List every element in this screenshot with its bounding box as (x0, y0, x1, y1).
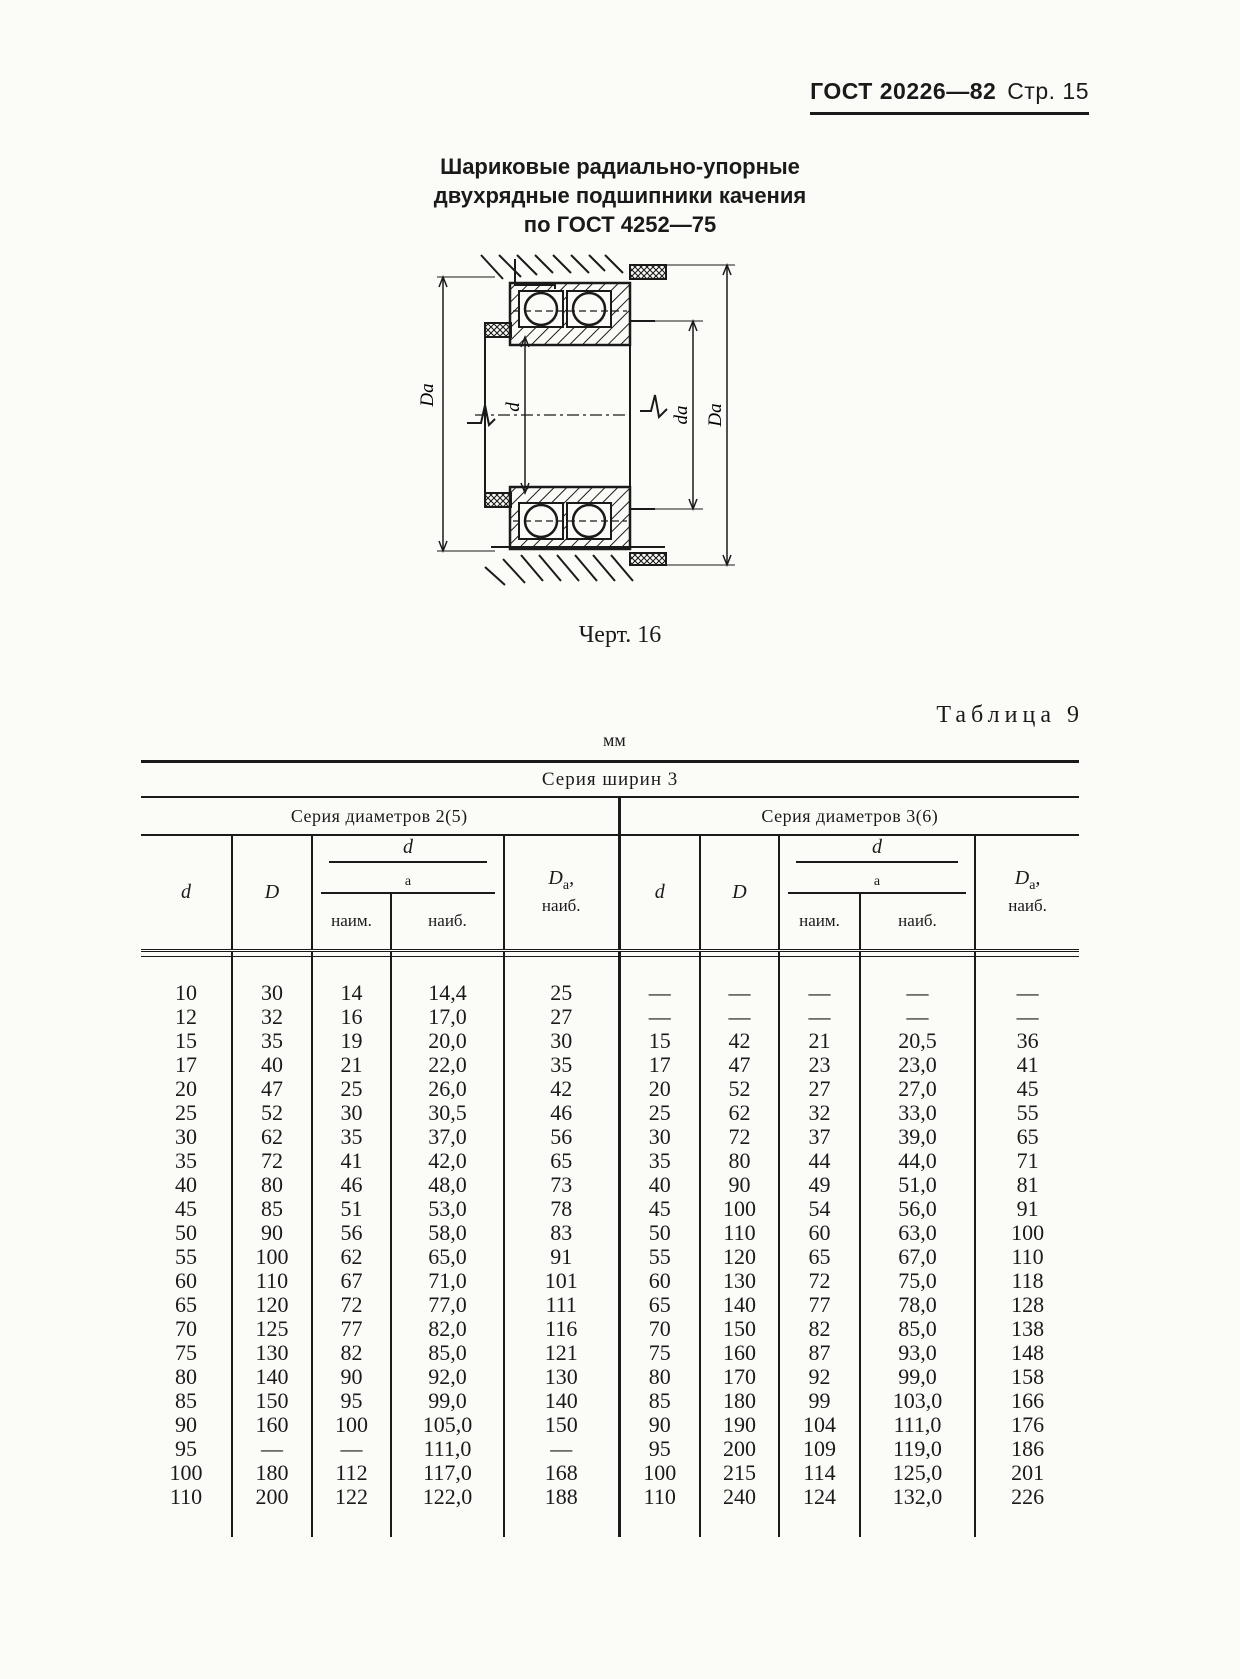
cell-right-Da: 36 (1016, 1027, 1039, 1053)
cell-right-d: 25 (619, 1101, 700, 1125)
cell-left-da-min: 56 (312, 1221, 391, 1245)
cell-left-da-max: 26,0 (391, 1077, 504, 1101)
cell-right-D: 80 (700, 1149, 779, 1173)
cell-left-D: 110 (232, 1269, 312, 1293)
cell-left-D: 90 (232, 1221, 312, 1245)
cell-left-d: 75 (141, 1341, 232, 1365)
page-header (810, 78, 1089, 115)
cell-right-da-max: 44,0 (860, 1149, 975, 1173)
cell-left-d: 45 (141, 1197, 232, 1221)
cell-left-D: 72 (232, 1149, 312, 1173)
table-row (141, 1077, 1079, 1101)
cell-left-D: 62 (232, 1125, 312, 1149)
cell-left-D: 140 (232, 1365, 312, 1389)
cell-right-da-max: — (860, 981, 975, 1005)
cell-right-Da: — (1016, 1003, 1039, 1029)
cell-right-da-min: 114 (779, 1461, 860, 1485)
cell-right-da-min: 87 (779, 1341, 860, 1365)
col-da-right-label: d (796, 836, 958, 863)
table-row (141, 1269, 1079, 1293)
cell-right-d: 100 (619, 1461, 700, 1485)
cell-left-da-min: 122 (312, 1485, 391, 1509)
cell-right-da-min: 104 (779, 1413, 860, 1437)
table-row (141, 1341, 1079, 1365)
cell-right-da-max: 56,0 (860, 1197, 975, 1221)
cell-right-Da: 128 (1011, 1291, 1045, 1317)
cell-right-da-min: 65 (779, 1245, 860, 1269)
cell-left-d: 110 (141, 1485, 232, 1509)
cell-left-da-min: 62 (312, 1245, 391, 1269)
cell-left-Da: 73 (504, 1173, 619, 1197)
cell-right-Da: 118 (1011, 1267, 1044, 1293)
col-da-right-sub: a (873, 874, 881, 889)
cell-right-da-min: 49 (779, 1173, 860, 1197)
bearing-drawing (417, 255, 775, 585)
cell-right-d: 45 (619, 1197, 700, 1221)
cell-left-D: 47 (232, 1077, 312, 1101)
cell-left-D: 160 (232, 1413, 312, 1437)
cell-left-da-min: 35 (312, 1125, 391, 1149)
cell-right-Da: 148 (1011, 1339, 1045, 1365)
cell-left-da-max: 77,0 (391, 1293, 504, 1317)
cell-left-Da: 168 (504, 1461, 619, 1485)
bearing-section (510, 283, 630, 549)
table-row (141, 1461, 1079, 1485)
title-line-3: по ГОСТ 4252—75 (523, 212, 717, 237)
cell-right-da-max: — (860, 1005, 975, 1029)
cell-right-d: 30 (619, 1125, 700, 1149)
table-row (141, 1197, 1079, 1221)
cell-right-D: 200 (700, 1437, 779, 1461)
cell-right-D: 42 (700, 1029, 779, 1053)
col-Da-right-comma: , (1035, 867, 1041, 890)
cell-right-da-min: 82 (779, 1317, 860, 1341)
cell-right-da-max: 111,0 (860, 1413, 975, 1437)
cell-left-da-max: 42,0 (391, 1149, 504, 1173)
cell-right-da-max: 93,0 (860, 1341, 975, 1365)
table-row (141, 1101, 1079, 1125)
cell-left-d: 15 (141, 1029, 232, 1053)
cell-left-da-min: 21 (312, 1053, 391, 1077)
cell-right-Da: 226 (1011, 1483, 1045, 1509)
cell-right-da-max: 23,0 (860, 1053, 975, 1077)
cell-right-Da: 81 (1016, 1171, 1039, 1197)
cell-left-d: 30 (141, 1125, 232, 1149)
cell-left-da-min: 51 (312, 1197, 391, 1221)
cell-left-Da: 56 (504, 1125, 619, 1149)
cell-left-D: 180 (232, 1461, 312, 1485)
cell-right-D: 72 (700, 1125, 779, 1149)
cell-right-da-min: 44 (779, 1149, 860, 1173)
label-Da-right: Da (705, 403, 726, 427)
table-label: Таблица 9 (936, 702, 1084, 728)
cell-left-Da: 35 (504, 1053, 619, 1077)
col-d-left (141, 835, 232, 950)
cell-right-D: 62 (700, 1101, 779, 1125)
cell-right-D: — (700, 1005, 779, 1029)
cell-right-da-min: 92 (779, 1365, 860, 1389)
cell-right-da-min: — (779, 981, 860, 1005)
cell-left-Da: — (504, 1437, 619, 1461)
cell-right-Da: 110 (1011, 1243, 1044, 1269)
cell-right-d: 70 (619, 1317, 700, 1341)
col-D-left (232, 835, 312, 950)
cell-right-da-max: 51,0 (860, 1173, 975, 1197)
cell-left-da-min: 72 (312, 1293, 391, 1317)
cell-left-da-min: 25 (312, 1077, 391, 1101)
cell-left-D: 32 (232, 1005, 312, 1029)
label-da: da (671, 405, 692, 425)
cell-left-D: 35 (232, 1029, 312, 1053)
cell-right-D: 190 (700, 1413, 779, 1437)
table-row (141, 1221, 1079, 1245)
cell-right-da-max: 20,5 (860, 1029, 975, 1053)
cell-right-da-min: 124 (779, 1485, 860, 1509)
cell-left-da-min: 67 (312, 1269, 391, 1293)
cell-right-da-min: 21 (779, 1029, 860, 1053)
col-d-left-label: d (181, 880, 191, 903)
cell-left-D: 130 (232, 1341, 312, 1365)
cell-left-Da: 188 (504, 1485, 619, 1509)
cell-right-d: 15 (619, 1029, 700, 1053)
cell-left-da-min: 41 (312, 1149, 391, 1173)
cell-left-da-min: 90 (312, 1365, 391, 1389)
col-da-left-label: d (329, 836, 487, 863)
bearing-dimension-table (141, 760, 1079, 1537)
cell-right-D: 160 (700, 1341, 779, 1365)
cell-left-da-max: 105,0 (391, 1413, 504, 1437)
cell-left-d: 60 (141, 1269, 232, 1293)
cell-left-Da: 116 (504, 1317, 619, 1341)
col-D-left-label: D (264, 880, 280, 903)
cell-left-Da: 27 (504, 1005, 619, 1029)
cell-left-Da: 121 (504, 1341, 619, 1365)
cell-right-Da: 91 (1016, 1195, 1039, 1221)
cell-left-Da: 140 (504, 1389, 619, 1413)
cell-right-Da: 138 (1011, 1315, 1045, 1341)
cell-left-d: 55 (141, 1245, 232, 1269)
cell-right-d: 55 (619, 1245, 700, 1269)
cell-left-da-max: 14,4 (391, 981, 504, 1005)
table-row (141, 1245, 1079, 1269)
col-d-right (619, 835, 700, 950)
cell-left-da-max: 22,0 (391, 1053, 504, 1077)
table-row (141, 1149, 1079, 1173)
cell-right-d: 110 (619, 1485, 700, 1509)
col-Da-left-max: наиб. (541, 896, 581, 916)
cell-right-D: 120 (700, 1245, 779, 1269)
cell-left-da-max: 82,0 (391, 1317, 504, 1341)
cell-right-da-min: 109 (779, 1437, 860, 1461)
cell-left-da-min: 112 (312, 1461, 391, 1485)
cell-right-d: 95 (619, 1437, 700, 1461)
cell-right-D: 150 (700, 1317, 779, 1341)
cell-left-Da: 42 (504, 1077, 619, 1101)
cell-right-da-min: 99 (779, 1389, 860, 1413)
cell-right-d: 40 (619, 1173, 700, 1197)
cell-right-da-min: 77 (779, 1293, 860, 1317)
cell-right-Da: 71 (1016, 1147, 1039, 1173)
cell-right-da-min: 72 (779, 1269, 860, 1293)
cell-right-Da: 55 (1016, 1099, 1039, 1125)
col-Da-left-label: D (548, 867, 563, 890)
table-row (141, 1053, 1079, 1077)
col-D-right (700, 835, 779, 950)
cell-right-da-max: 27,0 (860, 1077, 975, 1101)
cell-left-da-min: 77 (312, 1317, 391, 1341)
cell-right-d: — (619, 981, 700, 1005)
width-series-header: Серия ширин 3 (141, 762, 1079, 798)
cell-left-Da: 25 (504, 981, 619, 1005)
figure-caption: Черт. 16 (578, 622, 662, 648)
cell-right-Da: 186 (1011, 1435, 1045, 1461)
cell-left-da-max: 111,0 (391, 1437, 504, 1461)
col-da-right-max: наиб. (860, 894, 975, 950)
cell-right-d: — (619, 1005, 700, 1029)
table-row (141, 1125, 1079, 1149)
cell-right-d: 85 (619, 1389, 700, 1413)
title-line-2: двухрядные подшипники качения (433, 183, 807, 208)
cell-left-da-max: 117,0 (391, 1461, 504, 1485)
cell-right-Da: 158 (1011, 1363, 1045, 1389)
cell-right-da-max: 132,0 (860, 1485, 975, 1509)
cell-right-Da: 100 (1011, 1219, 1045, 1245)
cell-right-da-min: 32 (779, 1101, 860, 1125)
cell-left-D: 80 (232, 1173, 312, 1197)
cell-right-d: 65 (619, 1293, 700, 1317)
col-da-left-max: наиб. (391, 894, 504, 950)
cell-left-d: 70 (141, 1317, 232, 1341)
col-da-left-sub: a (404, 874, 412, 889)
cell-left-da-min: 30 (312, 1101, 391, 1125)
title-line-1: Шариковые радиально-упорные (440, 154, 800, 179)
label-d: d (503, 402, 524, 412)
cell-right-Da: 45 (1016, 1075, 1039, 1101)
cell-right-d: 50 (619, 1221, 700, 1245)
cell-left-da-min: 95 (312, 1389, 391, 1413)
table-row (141, 1005, 1079, 1029)
cell-left-Da: 150 (504, 1413, 619, 1437)
cell-right-da-max: 103,0 (860, 1389, 975, 1413)
unit-label: мм (603, 730, 626, 750)
cell-left-d: 80 (141, 1365, 232, 1389)
table-row (141, 1413, 1079, 1437)
cell-right-da-max: 75,0 (860, 1269, 975, 1293)
cell-left-da-min: 100 (312, 1413, 391, 1437)
col-Da-left-comma: , (569, 867, 575, 890)
cell-left-da-min: 14 (312, 981, 391, 1005)
group-left-header: Серия диаметров 2(5) (141, 797, 619, 835)
cell-right-d: 90 (619, 1413, 700, 1437)
cell-left-da-max: 99,0 (391, 1389, 504, 1413)
cell-left-d: 90 (141, 1413, 232, 1437)
cell-left-da-max: 20,0 (391, 1029, 504, 1053)
cell-left-Da: 65 (504, 1149, 619, 1173)
cell-right-da-max: 78,0 (860, 1293, 975, 1317)
cell-right-D: 215 (700, 1461, 779, 1485)
table-row (141, 1029, 1079, 1053)
cell-left-d: 10 (141, 981, 232, 1005)
cell-right-Da: 65 (1016, 1123, 1039, 1149)
cell-right-D: 47 (700, 1053, 779, 1077)
cell-left-D: 52 (232, 1101, 312, 1125)
cell-left-da-min: 19 (312, 1029, 391, 1053)
cell-right-Da: 41 (1016, 1051, 1039, 1077)
cell-left-da-max: 65,0 (391, 1245, 504, 1269)
cell-right-da-min: 54 (779, 1197, 860, 1221)
cell-right-d: 17 (619, 1053, 700, 1077)
cell-left-d: 95 (141, 1437, 232, 1461)
cell-right-da-max: 67,0 (860, 1245, 975, 1269)
cell-right-Da: 176 (1011, 1411, 1045, 1437)
cell-left-D: 120 (232, 1293, 312, 1317)
cell-right-D: 240 (700, 1485, 779, 1509)
cell-left-d: 12 (141, 1005, 232, 1029)
cell-left-d: 85 (141, 1389, 232, 1413)
cell-right-d: 75 (619, 1341, 700, 1365)
cell-left-D: 125 (232, 1317, 312, 1341)
col-Da-right (975, 835, 1079, 950)
cell-left-da-max: 30,5 (391, 1101, 504, 1125)
cell-right-da-max: 85,0 (860, 1317, 975, 1341)
cell-left-d: 50 (141, 1221, 232, 1245)
col-Da-left-sub: a (562, 878, 570, 894)
table-row (141, 1317, 1079, 1341)
cell-left-D: 30 (232, 981, 312, 1005)
cell-right-D: 110 (700, 1221, 779, 1245)
table-row (141, 1293, 1079, 1317)
standard-number: ГОСТ 20226—82 (810, 78, 997, 104)
table-row (141, 981, 1079, 1005)
table-row (141, 1485, 1079, 1509)
cell-left-da-max: 58,0 (391, 1221, 504, 1245)
cell-right-d: 20 (619, 1077, 700, 1101)
cell-left-Da: 78 (504, 1197, 619, 1221)
cell-left-d: 35 (141, 1149, 232, 1173)
group-right-header: Серия диаметров 3(6) (619, 797, 1079, 835)
cell-left-da-min: 82 (312, 1341, 391, 1365)
cell-right-da-max: 119,0 (860, 1437, 975, 1461)
cell-left-da-max: 85,0 (391, 1341, 504, 1365)
cell-right-Da: — (1016, 979, 1039, 1005)
cell-right-d: 80 (619, 1365, 700, 1389)
cell-right-da-max: 33,0 (860, 1101, 975, 1125)
cell-right-D: 52 (700, 1077, 779, 1101)
cell-right-da-max: 63,0 (860, 1221, 975, 1245)
cell-left-d: 100 (141, 1461, 232, 1485)
col-Da-right-max: наиб. (1008, 896, 1047, 916)
col-Da-right-sub: a (1029, 878, 1036, 894)
cell-left-Da: 46 (504, 1101, 619, 1125)
cell-left-da-max: 92,0 (391, 1365, 504, 1389)
cell-right-D: 140 (700, 1293, 779, 1317)
cell-right-da-max: 99,0 (860, 1365, 975, 1389)
cell-left-D: 200 (232, 1485, 312, 1509)
cell-left-Da: 101 (504, 1269, 619, 1293)
cell-left-da-min: — (312, 1437, 391, 1461)
col-da-left-min: наим. (312, 894, 391, 950)
cell-right-D: 180 (700, 1389, 779, 1413)
col-da-right (779, 835, 975, 894)
cell-right-Da: 201 (1011, 1459, 1045, 1485)
label-Da-left: Da (417, 383, 438, 407)
col-Da-right-label: D (1014, 867, 1030, 890)
cell-left-Da: 30 (504, 1029, 619, 1053)
cell-right-D: 130 (700, 1269, 779, 1293)
cell-right-Da: 166 (1011, 1387, 1045, 1413)
cell-left-d: 40 (141, 1173, 232, 1197)
cell-left-da-max: 122,0 (391, 1485, 504, 1509)
cell-left-da-min: 16 (312, 1005, 391, 1029)
cell-right-da-min: — (779, 1005, 860, 1029)
table-row (141, 1437, 1079, 1461)
col-da-right-min: наим. (779, 894, 860, 950)
table-row (141, 1389, 1079, 1413)
cell-right-da-min: 23 (779, 1053, 860, 1077)
col-Da-left (504, 835, 619, 950)
cell-left-da-min: 46 (312, 1173, 391, 1197)
cell-right-d: 60 (619, 1269, 700, 1293)
section-title (0, 152, 1240, 239)
cell-right-da-max: 125,0 (860, 1461, 975, 1485)
cell-right-da-max: 39,0 (860, 1125, 975, 1149)
page-number: Стр. 15 (1007, 78, 1089, 104)
cell-left-da-max: 37,0 (391, 1125, 504, 1149)
cell-right-D: 100 (700, 1197, 779, 1221)
table-row (141, 1365, 1079, 1389)
cell-left-d: 65 (141, 1293, 232, 1317)
cell-right-da-min: 37 (779, 1125, 860, 1149)
cell-right-d: 35 (619, 1149, 700, 1173)
cell-right-D: 90 (700, 1173, 779, 1197)
cell-left-Da: 83 (504, 1221, 619, 1245)
cell-left-d: 17 (141, 1053, 232, 1077)
cell-left-D: — (232, 1437, 312, 1461)
cell-left-D: 40 (232, 1053, 312, 1077)
cell-right-da-min: 27 (779, 1077, 860, 1101)
cell-right-da-min: 60 (779, 1221, 860, 1245)
cell-left-Da: 130 (504, 1365, 619, 1389)
cell-left-da-max: 17,0 (391, 1005, 504, 1029)
cell-right-D: 170 (700, 1365, 779, 1389)
cell-left-da-max: 71,0 (391, 1269, 504, 1293)
cell-left-D: 150 (232, 1389, 312, 1413)
cell-left-d: 20 (141, 1077, 232, 1101)
cell-left-Da: 91 (504, 1245, 619, 1269)
table-row (141, 1173, 1079, 1197)
cell-left-D: 85 (232, 1197, 312, 1221)
col-D-right-label: D (732, 880, 747, 903)
cell-right-D: — (700, 981, 779, 1005)
cell-left-Da: 111 (504, 1293, 619, 1317)
cell-left-D: 100 (232, 1245, 312, 1269)
cell-left-d: 25 (141, 1101, 232, 1125)
table-body (141, 981, 1079, 1509)
col-d-right-label: d (654, 880, 665, 903)
cell-left-da-max: 53,0 (391, 1197, 504, 1221)
cell-left-da-max: 48,0 (391, 1173, 504, 1197)
col-da-left (312, 835, 504, 894)
